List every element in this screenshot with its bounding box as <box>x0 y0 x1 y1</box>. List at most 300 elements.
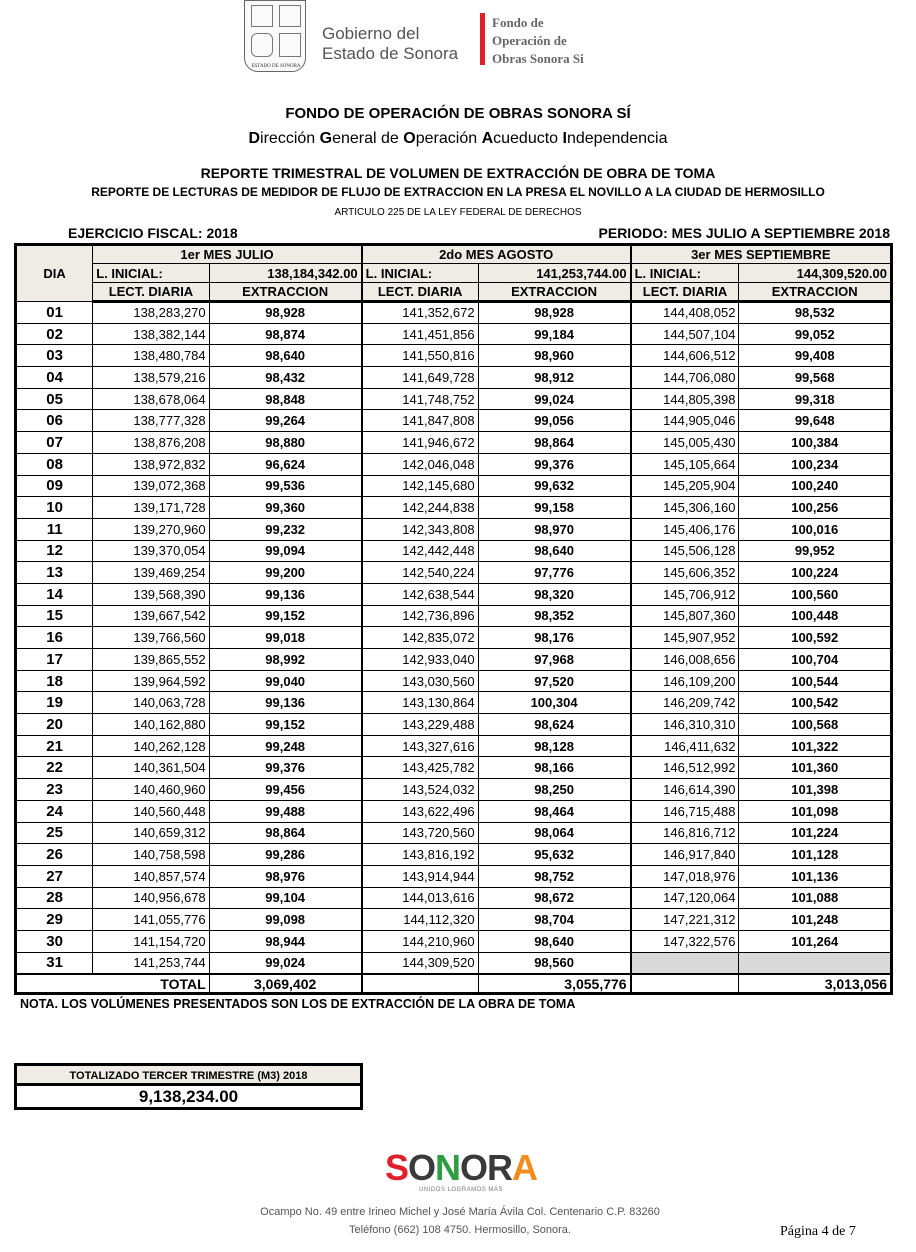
ext-septiembre: 101,360 <box>739 757 892 779</box>
ext-agosto: 98,752 <box>478 865 631 887</box>
lect-agosto: 143,720,560 <box>362 822 478 844</box>
lect-julio: 139,865,552 <box>93 649 209 671</box>
ext-agosto: 98,970 <box>478 518 631 540</box>
table-row <box>16 692 892 714</box>
day-cell: 02 <box>16 323 93 345</box>
nota-text: NOTA. LOS VOLÚMENES PRESENTADOS SON LOS DE EXTRACCIÓN DE LA OBRA DE TOMA <box>20 997 576 1011</box>
day-cell: 07 <box>16 432 93 454</box>
ext-agosto: 97,520 <box>478 670 631 692</box>
page-number: Página 4 de 7 <box>780 1224 856 1239</box>
table-row <box>16 388 892 410</box>
lect-julio: 139,072,368 <box>93 475 209 497</box>
ext-septiembre: 100,240 <box>739 475 892 497</box>
ext-julio: 98,928 <box>209 302 362 324</box>
lect-septiembre: 146,411,632 <box>631 735 739 757</box>
lect-septiembre: 145,907,952 <box>631 627 739 649</box>
ext-septiembre: 101,264 <box>739 930 892 952</box>
ext-julio: 99,152 <box>209 605 362 627</box>
ext-septiembre: 100,560 <box>739 583 892 605</box>
ext-septiembre: 101,248 <box>739 909 892 931</box>
ext-agosto: 98,560 <box>478 952 631 974</box>
day-cell: 08 <box>16 453 93 475</box>
table-row <box>16 432 892 454</box>
lect-julio: 140,560,448 <box>93 800 209 822</box>
ext-septiembre: 100,544 <box>739 670 892 692</box>
lect-septiembre: 146,109,200 <box>631 670 739 692</box>
ext-septiembre: 100,234 <box>739 453 892 475</box>
lect-julio: 139,766,560 <box>93 627 209 649</box>
ext-julio: 98,864 <box>209 822 362 844</box>
lect-julio: 138,579,216 <box>93 367 209 389</box>
ext-agosto: 98,352 <box>478 605 631 627</box>
lect-julio: 139,370,054 <box>93 540 209 562</box>
day-cell: 13 <box>16 562 93 584</box>
day-cell: 23 <box>16 779 93 801</box>
fondo-line1: Fondo de <box>492 15 544 30</box>
lect-agosto: 142,145,680 <box>362 475 478 497</box>
day-cell: 15 <box>16 605 93 627</box>
month-header-septiembre: 3er MES SEPTIEMBRE <box>631 245 892 264</box>
ext-agosto: 99,024 <box>478 388 631 410</box>
lect-julio: 138,777,328 <box>93 410 209 432</box>
day-cell: 24 <box>16 800 93 822</box>
address-line: Ocampo No. 49 entre Irineo Michel y José María Ávila Col. Centenario C.P. 83260 <box>260 1206 660 1218</box>
table-row <box>16 345 892 367</box>
lect-agosto: 141,550,816 <box>362 345 478 367</box>
ext-septiembre: 99,952 <box>739 540 892 562</box>
org-title: FONDO DE OPERACIÓN DE OBRAS SONORA SÍ <box>285 105 631 122</box>
lect-septiembre: 146,512,992 <box>631 757 739 779</box>
ext-julio: 99,040 <box>209 670 362 692</box>
lect-julio: 138,480,784 <box>93 345 209 367</box>
lect-septiembre: 146,209,742 <box>631 692 739 714</box>
ext-septiembre: 100,016 <box>739 518 892 540</box>
ext-septiembre: 99,408 <box>739 345 892 367</box>
ext-septiembre: 100,568 <box>739 714 892 736</box>
table-row <box>16 562 892 584</box>
lect-julio: 139,469,254 <box>93 562 209 584</box>
lect-julio: 138,283,270 <box>93 302 209 324</box>
lect-agosto: 142,736,896 <box>362 605 478 627</box>
lect-diaria-header: LECT. DIARIA <box>631 283 739 302</box>
table-row <box>16 518 892 540</box>
lect-septiembre: 147,018,976 <box>631 865 739 887</box>
lect-septiembre: 145,205,904 <box>631 475 739 497</box>
fondo-line3: Obras Sonora Si <box>492 51 584 66</box>
lect-septiembre: 144,606,512 <box>631 345 739 367</box>
day-cell: 26 <box>16 844 93 866</box>
table-row <box>16 735 892 757</box>
extraction-table <box>14 243 893 995</box>
ext-agosto: 98,128 <box>478 735 631 757</box>
ext-julio: 99,018 <box>209 627 362 649</box>
lect-septiembre: 146,310,310 <box>631 714 739 736</box>
ext-agosto: 100,304 <box>478 692 631 714</box>
ext-agosto: 99,376 <box>478 453 631 475</box>
lect-septiembre: 147,221,312 <box>631 909 739 931</box>
table-row <box>16 410 892 432</box>
logo-o: O <box>408 1147 436 1188</box>
logo-a: A <box>512 1147 538 1188</box>
ext-julio: 98,432 <box>209 367 362 389</box>
day-cell: 30 <box>16 930 93 952</box>
month-header-agosto: 2do MES AGOSTO <box>362 245 631 264</box>
day-cell: 12 <box>16 540 93 562</box>
table-row <box>16 475 892 497</box>
ext-julio: 98,874 <box>209 323 362 345</box>
ext-septiembre: 100,256 <box>739 497 892 519</box>
table-row <box>16 887 892 909</box>
lect-julio: 139,270,960 <box>93 518 209 540</box>
lect-septiembre: 145,005,430 <box>631 432 739 454</box>
lect-julio: 139,568,390 <box>93 583 209 605</box>
ext-agosto: 99,056 <box>478 410 631 432</box>
lect-agosto: 141,748,752 <box>362 388 478 410</box>
ext-agosto: 97,776 <box>478 562 631 584</box>
lect-agosto: 142,638,544 <box>362 583 478 605</box>
ext-julio: 99,264 <box>209 410 362 432</box>
lect-julio: 139,171,728 <box>93 497 209 519</box>
ext-julio: 99,536 <box>209 475 362 497</box>
ext-septiembre: 100,448 <box>739 605 892 627</box>
header-logos <box>240 0 640 76</box>
lect-septiembre: 144,507,104 <box>631 323 739 345</box>
lect-agosto: 144,013,616 <box>362 887 478 909</box>
ext-julio: 98,640 <box>209 345 362 367</box>
lect-julio: 140,460,960 <box>93 779 209 801</box>
sonora-logo <box>376 1147 546 1193</box>
table-row <box>16 605 892 627</box>
table-row <box>16 540 892 562</box>
footer-address <box>230 1203 690 1239</box>
extraccion-header: EXTRACCION <box>209 283 362 302</box>
report-subtitle: REPORTE DE LECTURAS DE MEDIDOR DE FLUJO DE EXTRACCION EN LA PRESA EL NOVILLO A LA CIUDAD DE HERMOSILLO <box>91 185 825 199</box>
ext-agosto: 98,320 <box>478 583 631 605</box>
state-crest-icon <box>244 0 306 72</box>
ext-agosto: 98,912 <box>478 367 631 389</box>
lect-septiembre: 144,905,046 <box>631 410 739 432</box>
lect-septiembre: 145,105,664 <box>631 453 739 475</box>
table-row <box>16 367 892 389</box>
articulo-label: ARTICULO 225 DE LA LEY FEDERAL DE DERECHOS <box>334 207 582 218</box>
ext-julio: 99,360 <box>209 497 362 519</box>
lect-agosto: 142,933,040 <box>362 649 478 671</box>
ext-septiembre: 101,224 <box>739 822 892 844</box>
table-row <box>16 583 892 605</box>
ext-septiembre: 101,098 <box>739 800 892 822</box>
ext-julio: 98,944 <box>209 930 362 952</box>
dia-header: DIA <box>16 245 93 302</box>
day-cell: 16 <box>16 627 93 649</box>
lect-julio: 140,857,574 <box>93 865 209 887</box>
ext-julio: 99,488 <box>209 800 362 822</box>
lect-septiembre: 144,706,080 <box>631 367 739 389</box>
day-cell: 27 <box>16 865 93 887</box>
lect-agosto: 144,210,960 <box>362 930 478 952</box>
table-row <box>16 844 892 866</box>
lect-diaria-header: LECT. DIARIA <box>362 283 478 302</box>
lect-agosto: 142,540,224 <box>362 562 478 584</box>
lect-agosto: 142,244,838 <box>362 497 478 519</box>
lect-agosto: 143,130,864 <box>362 692 478 714</box>
ext-julio: 99,136 <box>209 583 362 605</box>
ext-septiembre: 99,318 <box>739 388 892 410</box>
direccion-title: Dirección General de Operación Acueducto Independencia <box>248 130 668 147</box>
logo-s: S <box>384 1147 408 1188</box>
ext-agosto: 98,864 <box>478 432 631 454</box>
crest-label: ESTADO DE SONORA <box>251 64 301 69</box>
lect-septiembre: 146,614,390 <box>631 779 739 801</box>
lect-agosto: 143,229,488 <box>362 714 478 736</box>
ext-julio: 99,024 <box>209 952 362 974</box>
lect-julio: 139,667,542 <box>93 605 209 627</box>
total-empty <box>631 974 739 994</box>
table-row <box>16 930 892 952</box>
ext-julio: 99,232 <box>209 518 362 540</box>
ext-agosto: 98,928 <box>478 302 631 324</box>
lect-septiembre: 146,816,712 <box>631 822 739 844</box>
ext-julio: 98,976 <box>209 865 362 887</box>
sonora-tagline: UNIDOS LOGRAMOS MÁS <box>419 1187 503 1193</box>
lect-julio: 138,678,064 <box>93 388 209 410</box>
table-row <box>16 453 892 475</box>
inicial-label: L. INICIAL: <box>93 264 209 283</box>
day-cell: 03 <box>16 345 93 367</box>
ext-septiembre: 99,648 <box>739 410 892 432</box>
ext-agosto: 98,166 <box>478 757 631 779</box>
day-cell: 01 <box>16 302 93 324</box>
lect-agosto: 143,622,496 <box>362 800 478 822</box>
lect-agosto: 142,343,808 <box>362 518 478 540</box>
month-header-julio: 1er MES JULIO <box>93 245 362 264</box>
ext-julio: 99,136 <box>209 692 362 714</box>
day-cell: 11 <box>16 518 93 540</box>
lect-agosto: 143,524,032 <box>362 779 478 801</box>
table-row <box>16 865 892 887</box>
lect-septiembre: 146,715,488 <box>631 800 739 822</box>
ext-agosto: 98,250 <box>478 779 631 801</box>
extraccion-header: EXTRACCION <box>478 283 631 302</box>
day-cell: 21 <box>16 735 93 757</box>
totalizado-box <box>14 1063 363 1110</box>
lect-agosto: 141,352,672 <box>362 302 478 324</box>
lect-septiembre: 147,322,576 <box>631 930 739 952</box>
total-septiembre: 3,013,056 <box>739 974 892 994</box>
fondo-logo-text <box>492 14 584 68</box>
ext-septiembre: 101,322 <box>739 735 892 757</box>
table-row <box>16 822 892 844</box>
ext-septiembre: 98,532 <box>739 302 892 324</box>
lect-septiembre: 145,506,128 <box>631 540 739 562</box>
gobierno-line2: Estado de Sonora <box>322 44 459 63</box>
fondo-line2: Operación de <box>492 33 567 48</box>
ext-septiembre: 99,568 <box>739 367 892 389</box>
lect-julio: 140,659,312 <box>93 822 209 844</box>
ext-julio: 98,848 <box>209 388 362 410</box>
inicial-label: L. INICIAL: <box>631 264 739 283</box>
lect-julio: 138,382,144 <box>93 323 209 345</box>
ext-julio: 99,094 <box>209 540 362 562</box>
lect-septiembre: 144,805,398 <box>631 388 739 410</box>
lect-agosto: 142,442,448 <box>362 540 478 562</box>
table-row <box>16 757 892 779</box>
inicial-value-julio: 138,184,342.00 <box>209 264 362 283</box>
ext-septiembre: 101,136 <box>739 865 892 887</box>
ext-agosto: 98,960 <box>478 345 631 367</box>
table-row <box>16 670 892 692</box>
ext-julio: 99,376 <box>209 757 362 779</box>
ext-agosto: 95,632 <box>478 844 631 866</box>
ext-septiembre: 101,398 <box>739 779 892 801</box>
day-cell: 20 <box>16 714 93 736</box>
day-cell: 14 <box>16 583 93 605</box>
ext-septiembre: 100,704 <box>739 649 892 671</box>
ext-julio: 99,098 <box>209 909 362 931</box>
day-cell: 04 <box>16 367 93 389</box>
lect-septiembre <box>631 952 739 974</box>
table-row <box>16 714 892 736</box>
lect-julio: 140,262,128 <box>93 735 209 757</box>
lect-septiembre: 144,408,052 <box>631 302 739 324</box>
lect-agosto: 143,030,560 <box>362 670 478 692</box>
ext-julio: 99,248 <box>209 735 362 757</box>
lect-julio: 141,154,720 <box>93 930 209 952</box>
day-cell: 18 <box>16 670 93 692</box>
lect-agosto: 143,327,616 <box>362 735 478 757</box>
lect-julio: 138,876,208 <box>93 432 209 454</box>
lect-agosto: 143,914,944 <box>362 865 478 887</box>
table-row <box>16 800 892 822</box>
total-julio: 3,069,402 <box>209 974 362 994</box>
inicial-value-septiembre: 144,309,520.00 <box>739 264 892 283</box>
total-empty <box>362 974 478 994</box>
table-row <box>16 497 892 519</box>
day-cell: 29 <box>16 909 93 931</box>
lect-julio: 140,361,504 <box>93 757 209 779</box>
totalizado-value: 9,138,234.00 <box>138 1087 239 1106</box>
lect-septiembre: 145,306,160 <box>631 497 739 519</box>
logo-or: OR <box>460 1147 513 1188</box>
ext-agosto: 98,064 <box>478 822 631 844</box>
table-row <box>16 779 892 801</box>
lect-julio: 140,758,598 <box>93 844 209 866</box>
lect-septiembre: 145,606,352 <box>631 562 739 584</box>
lect-septiembre: 145,807,360 <box>631 605 739 627</box>
ext-agosto: 97,968 <box>478 649 631 671</box>
lect-diaria-header: LECT. DIARIA <box>93 283 209 302</box>
ext-septiembre: 101,088 <box>739 887 892 909</box>
ext-agosto: 98,176 <box>478 627 631 649</box>
lect-septiembre: 146,008,656 <box>631 649 739 671</box>
red-divider <box>480 13 485 65</box>
lect-julio: 141,055,776 <box>93 909 209 931</box>
ejercicio-fiscal: EJERCICIO FISCAL: 2018 <box>68 225 238 241</box>
lect-septiembre: 145,706,912 <box>631 583 739 605</box>
ext-agosto: 98,704 <box>478 909 631 931</box>
table-row <box>16 323 892 345</box>
lect-septiembre: 146,917,840 <box>631 844 739 866</box>
ext-agosto: 98,640 <box>478 540 631 562</box>
day-cell: 19 <box>16 692 93 714</box>
day-cell: 09 <box>16 475 93 497</box>
lect-julio: 141,253,744 <box>93 952 209 974</box>
lect-agosto: 144,309,520 <box>362 952 478 974</box>
ext-julio: 99,456 <box>209 779 362 801</box>
inicial-value-agosto: 141,253,744.00 <box>478 264 631 283</box>
totalizado-label: TOTALIZADO TERCER TRIMESTRE (M3) 2018 <box>17 1066 360 1086</box>
ext-septiembre: 99,052 <box>739 323 892 345</box>
ext-septiembre: 100,384 <box>739 432 892 454</box>
total-agosto: 3,055,776 <box>478 974 631 994</box>
extraccion-header: EXTRACCION <box>739 283 892 302</box>
ext-agosto: 98,464 <box>478 800 631 822</box>
day-cell: 28 <box>16 887 93 909</box>
day-cell: 10 <box>16 497 93 519</box>
lect-agosto: 142,046,048 <box>362 453 478 475</box>
ext-julio: 99,286 <box>209 844 362 866</box>
ext-septiembre: 101,128 <box>739 844 892 866</box>
day-cell: 31 <box>16 952 93 974</box>
day-cell: 17 <box>16 649 93 671</box>
gobierno-line1: Gobierno del <box>322 24 420 43</box>
report-title: REPORTE TRIMESTRAL DE VOLUMEN DE EXTRACCIÓN DE OBRA DE TOMA <box>200 165 716 181</box>
ext-julio: 98,880 <box>209 432 362 454</box>
day-cell: 06 <box>16 410 93 432</box>
ext-julio: 99,152 <box>209 714 362 736</box>
lect-agosto: 142,835,072 <box>362 627 478 649</box>
ext-agosto: 99,184 <box>478 323 631 345</box>
ext-agosto: 99,158 <box>478 497 631 519</box>
table-row <box>16 649 892 671</box>
lect-agosto: 141,649,728 <box>362 367 478 389</box>
lect-agosto: 141,946,672 <box>362 432 478 454</box>
ext-julio: 98,992 <box>209 649 362 671</box>
logo-n: N <box>435 1147 461 1188</box>
ext-septiembre: 100,592 <box>739 627 892 649</box>
ext-agosto: 98,624 <box>478 714 631 736</box>
lect-agosto: 144,112,320 <box>362 909 478 931</box>
document-titles <box>0 104 916 220</box>
ext-julio: 96,624 <box>209 453 362 475</box>
lect-agosto: 143,816,192 <box>362 844 478 866</box>
ext-agosto: 98,640 <box>478 930 631 952</box>
gobierno-logo-text <box>322 24 458 64</box>
lect-julio: 140,162,880 <box>93 714 209 736</box>
inicial-label: L. INICIAL: <box>362 264 478 283</box>
day-cell: 05 <box>16 388 93 410</box>
ext-agosto: 98,672 <box>478 887 631 909</box>
phone-line: Teléfono (662) 108 4750. Hermosillo, Sonora. <box>349 1224 571 1236</box>
ext-julio: 99,200 <box>209 562 362 584</box>
lect-agosto: 141,451,856 <box>362 323 478 345</box>
total-label: TOTAL <box>16 974 210 994</box>
ext-septiembre <box>739 952 892 974</box>
ext-septiembre: 100,542 <box>739 692 892 714</box>
lect-julio: 139,964,592 <box>93 670 209 692</box>
day-cell: 25 <box>16 822 93 844</box>
lect-julio: 138,972,832 <box>93 453 209 475</box>
periodo-label: PERIODO: MES JULIO A SEPTIEMBRE 2018 <box>598 225 890 241</box>
ext-agosto: 99,632 <box>478 475 631 497</box>
ext-julio: 99,104 <box>209 887 362 909</box>
table-row <box>16 627 892 649</box>
table-row <box>16 952 892 974</box>
lect-agosto: 143,425,782 <box>362 757 478 779</box>
lect-septiembre: 145,406,176 <box>631 518 739 540</box>
lect-julio: 140,063,728 <box>93 692 209 714</box>
day-cell: 22 <box>16 757 93 779</box>
sonora-wordmark <box>376 1147 546 1188</box>
